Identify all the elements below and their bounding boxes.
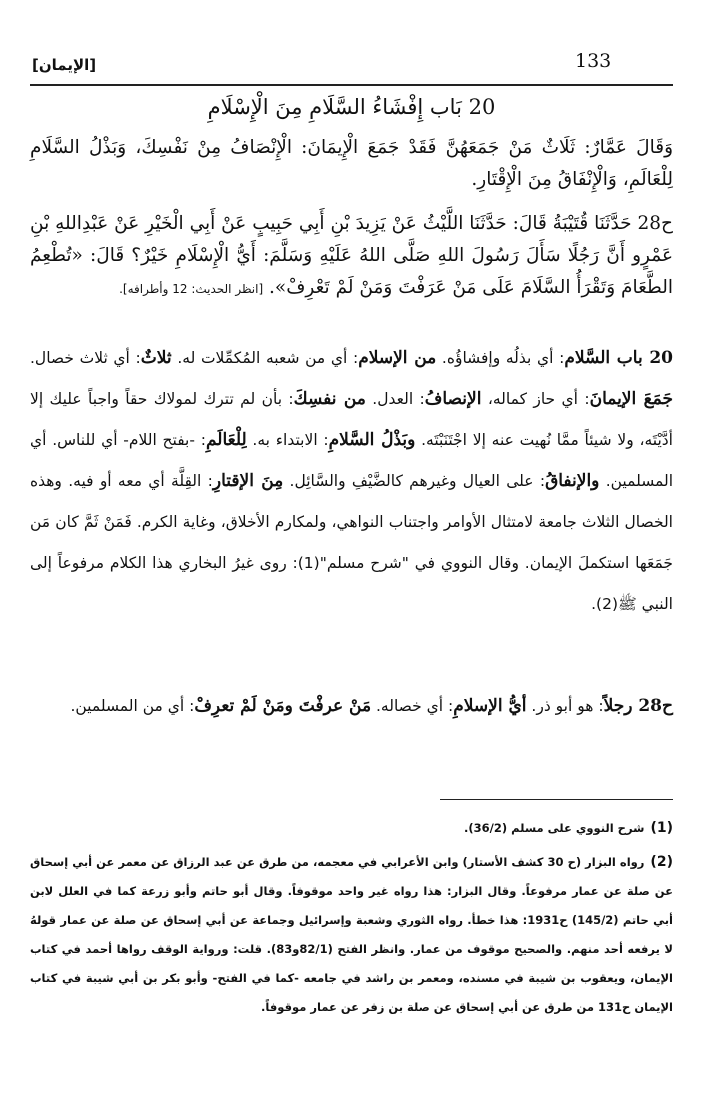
page-number: 133 [575, 50, 612, 72]
commentary-text: : أي حاز كماله، [481, 390, 590, 408]
commentary-keyword: مَنْ عرفْتَ ومَنْ لَمْ تعرِفْ [194, 696, 372, 716]
commentary-text: : أي بذلُه وإفشاؤُه. [436, 349, 565, 367]
commentary-text: : أي من المسلمين. [70, 697, 195, 715]
chapter-title: 20 بَاب إِفْشَاءُ السَّلَامِ مِنَ الْإِسْلَامِ [207, 95, 496, 119]
hadith-reference: [انظر الحديث: 12 وأطرافه]. [119, 282, 264, 296]
commentary-keyword: جَمَعَ الإيمانَ [589, 389, 673, 409]
commentary-keyword: مِنَ الإقتارِ [212, 471, 284, 491]
commentary-text: : على العيال وغيرهم كالضَّيْفِ والسَّائِل. [283, 472, 546, 490]
commentary-keyword: والإنفاقُ [545, 471, 600, 491]
commentary-keyword: ح28 رجلاً [603, 696, 673, 716]
commentary-keyword: وبَذْلُ السَّلامِ [328, 430, 416, 450]
commentary-text: : القِلَّة أي معه أو فيه. وهذه الخصال الثلاث جامعة لامتثال الأوامر واجتناب النواهي، ولمكارم الأخلاق، وغاية الكرم. فَمَنْ ثَمَّ كان مَن جَمَعَها استكملَ الإيمان. وقال النووي في "شرح مسلم"(1): روى غيرُ البخاري هذا الكلام مرفوعاً إلى النبي ﷺ(2). [30, 472, 673, 613]
hadith-text [30, 208, 673, 305]
commentary-text: : هو أبو ذر. [526, 697, 604, 715]
commentary-paragraph-2 [30, 686, 673, 727]
footnote-text: رواه البزار (ح 30 كشف الأستار) وابن الأعرابي في معجمه، من طرق عن عبد الرزاق عن معمر عن أبي إسحاق عن صلة عن عمار مرفوعاً. وقال البزار: هذا رواه غير واحد موقوفاً. وقال أبو حاتم وأبو زرعة كما في العلل لابن أبي حاتم (145/2) ح1931: هذا خطأ. رواه الثوري وشعبة وإسرائيل وجماعة عن أبي إسحاق عن صلة عن عمار قولهُ لا يرفعه أحد منهم. والصحيح موقوف من عمار. وانظر الفتح (82/1و83). قلت: ورواية الوقف رواها أحمد في كتاب الإيمان، ويعقوب بن شيبة في مسنده، ومعمر بن راشد في جامعه -كما في الفتح- وأبو بكر بن أبي شيبة في كتاب الإيمان ح131 من طرق عن أبي إسحاق عن صلة بن زفر عن عمار موقوفاً. [30, 855, 673, 1014]
footnote-text: شرح النووي على مسلم (36/2). [464, 821, 645, 835]
hadith-content: ح28 حَدَّثَنَا قُتَيْبَةُ قَالَ: حَدَّثَنَا اللَّيْثُ عَنْ يَزِيدَ بْنِ أَبِي حَبِيبٍ عَنْ أَبِي الْخَيْرِ عَنْ عَبْدِاللهِ بْنِ عَمْرٍو أَنَّ رَجُلًا سَأَلَ رَسُولَ اللهِ صَلَّى اللهُ عَلَيْهِ وَسَلَّمَ: أَيُّ الْإِسْلَامِ خَيْرٌ؟ قَالَ: «تُطْعِمُ الطَّعَامَ وَتَقْرَأُ السَّلَامَ عَلَى مَنْ عَرَفْتَ وَمَنْ لَمْ تَعْرِفْ». [30, 213, 673, 298]
footnote-number: (2) [650, 854, 673, 870]
footnote-divider [440, 799, 673, 800]
commentary-text: : أي من شعبه المُكمِّلات له. [171, 349, 359, 367]
athar-content: وَقَالَ عَمَّارٌ: ثَلَاثٌ مَنْ جَمَعَهُنَّ فَقَدْ جَمَعَ الْإِيمَانَ: الْإِنْصَافُ مِنْ نَفْسِكَ، وَبَذْلُ السَّلَامِ لِلْعَالَمِ، وَالْإِنْفَاقُ مِنَ الْإِقْتَارِ. [30, 137, 673, 190]
commentary-text: : بأن لم تترك لمولاك حقاً واجباً عليك إلا أدَّيْتَه، ولا شيئاً ممَّا نُهيت عنه إلا اجْتَنَبْتَه. [30, 390, 673, 449]
commentary-text: : الابتداء به. [246, 431, 329, 449]
commentary-keyword: أيُّ الإسلامِ [453, 696, 527, 716]
commentary-text: : العدل. [365, 390, 425, 408]
commentary-keyword: من نفسِكَ [293, 389, 366, 409]
commentary-keyword: 20 باب السَّلام [564, 348, 674, 368]
footnote-2 [30, 848, 673, 1022]
commentary-text: : أي خصاله. [371, 697, 454, 715]
commentary-keyword: من الإسلام [358, 348, 437, 368]
commentary-keyword: ثلاثٌ [140, 348, 172, 368]
commentary-keyword: لِلْعَالَمِ [205, 430, 247, 450]
chapter-label: [الإيمان] [32, 56, 97, 74]
footnote-1 [30, 815, 673, 841]
commentary-paragraph-1 [30, 338, 673, 625]
footnote-number: (1) [650, 820, 673, 836]
athar-text [30, 132, 673, 196]
commentary-keyword: الإنصافُ [424, 389, 482, 409]
commentary-text: : -بفتح اللام- أي للناس. أي المسلمين. [30, 431, 674, 490]
commentary-text: : أي ثلاث خصال. [30, 349, 141, 367]
